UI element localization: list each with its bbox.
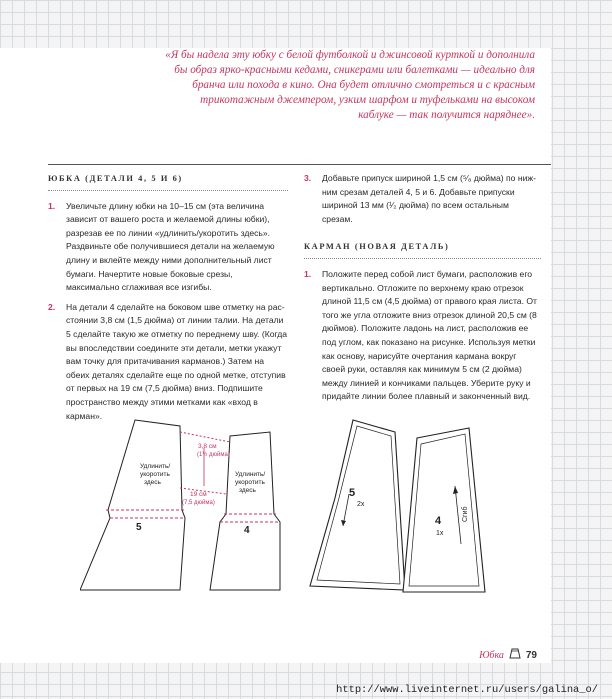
right-column — [304, 172, 541, 414]
fold-label: Сгиб — [462, 506, 469, 522]
item-number: 3. — [304, 173, 312, 183]
item-number: 2. — [48, 301, 56, 312]
lengthen-label-2b: укоротить — [235, 479, 265, 486]
piece-4-number: 4 — [244, 525, 250, 536]
lengthen-label-2c: здесь — [239, 487, 256, 494]
piece-5-number: 5 — [136, 522, 142, 533]
section-name: Юбка — [479, 649, 504, 661]
measure-bottom-1: 19 см — [190, 491, 207, 498]
section-heading-skirt: ЮБКА (ДЕТАЛИ 4, 5 И 6) — [48, 172, 288, 191]
item-number: 1. — [48, 200, 56, 211]
measure-top-2: (1½ дюйма) — [197, 452, 230, 458]
item-number: 1. — [304, 268, 312, 279]
pattern-pieces-diagram — [305, 418, 545, 598]
left-column — [48, 172, 288, 429]
instruction-item — [304, 268, 541, 404]
lengthen-label-1b: укоротить — [140, 471, 170, 478]
measure-top-1: 3,8 см — [198, 443, 217, 450]
lengthen-label-1c: здесь — [144, 479, 161, 486]
pattern-piece-4-number: 4 — [435, 515, 442, 527]
pattern-piece-5-number: 5 — [349, 487, 356, 499]
page-number: 79 — [525, 649, 537, 661]
skirt-icon — [509, 648, 521, 662]
pattern-piece-4-count: 1x — [436, 530, 444, 537]
pattern-piece-5-count: 2x — [357, 501, 365, 508]
measure-bottom-2: (7,5 дюйма) — [182, 500, 215, 506]
instruction-item — [48, 301, 288, 423]
pull-quote: «Я бы надела эту юбку с белой футболкой и джинсовой курткой и дополнила бы образ ярко-красными кедами, сникерами или балетками — идеально для бранча или похода в кино. Она будет отлично смотреться и с красным трикотажным джемпером, узким шарфом и туфельками на высоком каблуке — так получится наряднее». — [165, 49, 535, 121]
lengthen-label-1a: Удлинить/ — [140, 463, 171, 470]
skirt-pieces-diagram — [80, 418, 300, 598]
item-text: На детали 4 сделайте на боковом шве отметку на расстоянии 3,8 см (1,5 дюйма) от линии талии. На детали 5 сделайте такую же отметку по переднему шву. (Когда вы впоследствии соедините эти детали, метки укажут вам точку для притачивания карманов.) Затем на обеих деталях сделайте еще по одной метке, отступив от первых на 19 см (7,5 дюйма) вниз. Подпишите пространство между этими метками как «вход в карман». — [66, 301, 288, 421]
item-text: Увеличьте длину юбки на 10–15 см (эта величина зависит от вашего роста и желаемой длины юбки), разрезав ее по линии «удлинить/укоротить здесь». Раздвиньте обе получившиеся детали на желаемую длину и вклейте между ними дополнительный лист бумаги. Начертите новые боковые срезы, максимально сглаживая все изгибы. — [66, 200, 275, 293]
item-text: Добавьте припуск шириной 1,5 см (⁵⁄₈ дюйма) по нижним срезам деталей 4, 5 и 6. Добавьте припуски шириной 13 мм (¹⁄₂ дюйма) по всем остальным срезам. — [322, 173, 537, 224]
divider — [48, 164, 551, 165]
instruction-item — [48, 200, 288, 295]
section-heading-pocket: КАРМАН (НОВАЯ ДЕТАЛЬ) — [304, 240, 541, 259]
instruction-item — [304, 172, 541, 226]
page-footer — [479, 648, 537, 662]
watermark-url: http://www.liveinternet.ru/users/galina_o/ — [336, 684, 598, 696]
item-text: Положите перед собой лист бумаги, расположив его вертикально. Отложите по верхнему краю отрезок длиной 11,5 см (4,5 дюйма) от правого края листа. От того же угла отложите вниз отрезок длиной 20,5 см (8 дюймов). Положите ладонь на лист, расположив ее под углом, как показано на рисунке. Используя метки как основу, нарисуйте очертания кармана вокруг своей руки, оставляя как минимум 5 см (2 дюйма) между линией и кончиками пальцев. Уберите руку и придайте линии более плавный и законченный вид. — [322, 268, 537, 402]
lengthen-label-2a: Удлинить/ — [235, 471, 266, 478]
